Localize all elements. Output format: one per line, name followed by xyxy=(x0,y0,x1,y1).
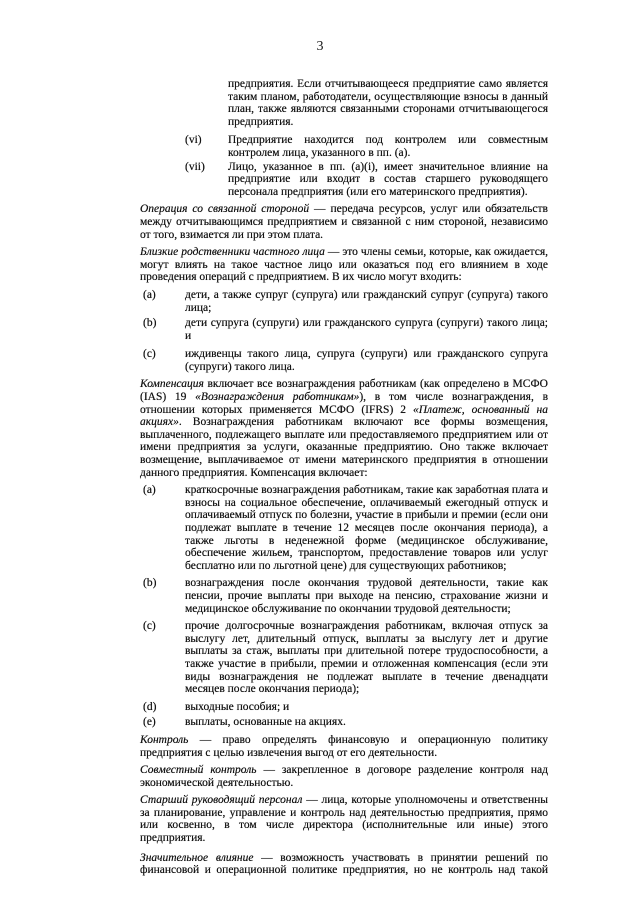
list-item xyxy=(140,701,548,714)
list-item xyxy=(140,289,548,314)
definition-text: — лица, которые уполномочены и ответственны за планирование, управление и контроль над деятельностью предприятия, прямо или косвенно, в том числе директора (исполнительные или иные) этого предприятия. xyxy=(140,794,548,845)
definition-control xyxy=(140,734,548,759)
list-item xyxy=(140,484,548,572)
list-item-vii xyxy=(185,161,548,199)
list-item-label: (vii) xyxy=(185,160,205,173)
list-item-text: выходные пособия; и xyxy=(185,700,290,713)
list-item xyxy=(140,716,548,729)
defined-term: Операция со связанной стороной xyxy=(140,203,310,216)
definition-key-management xyxy=(140,794,548,844)
definition-text: ), в том числе вознаграждения, в отношении которых применяется МСФО (IFRS) 2 xyxy=(140,391,548,416)
list-item xyxy=(140,577,548,615)
continuation-paragraph: предприятия. Если отчитывающееся предприятие само является таким планом, работодатели, осуществляющие взносы в данный план, также являются связанными сторонами отчитывающегося предприятия. xyxy=(228,78,548,128)
defined-term: Старший руководящий персонал xyxy=(140,794,303,807)
definition-text: включает все вознаграждения работникам (как определено в МСФО (IAS) 19 xyxy=(140,378,548,404)
defined-term: Значительное влияние xyxy=(140,851,254,864)
list-item-text: выплаты, основанные на акциях. xyxy=(185,716,346,729)
list-item-label: (b) xyxy=(143,317,157,330)
list-item-text: дети, а также супруг (супруга) или гражданский супруг (супруга) такого лица; xyxy=(185,288,548,314)
list-item-text: Предприятие находится под контролем или совместным контролем лица, указанного в пп. (a). xyxy=(228,134,548,159)
standard-title: «Вознаграждения работникам» xyxy=(195,391,360,404)
definition-compensation xyxy=(140,378,548,479)
definition-text: — передача ресурсов, услуг или обязательств между отчитывающимся предприятием и связанной с ним стороной, независимо от того, взимается ли при этом плата. xyxy=(140,203,548,241)
list-item-text: краткосрочные вознаграждения работникам, такие как заработная плата и взносы на социальное обеспечение, оплачиваемый ежегодный отпуск и оплачиваемый отпуск по болезни, участие в прибыли и премии (если они подлежат выплате в течение 12 месяцев после окончания периода), а также льготы в неденежной форме (медицинское обслуживание, обеспечение жильем, транспортом, предоставление товаров или услуг бесплатно или по льготной цене) для существующих работников; xyxy=(185,484,548,572)
definition-close-family xyxy=(140,246,548,284)
list-item-text: иждивенцы такого лица, супруга (супруги) или гражданского супруга (супруги) такого лица. xyxy=(185,348,548,373)
list-item xyxy=(140,620,548,696)
list-item-label: (c) xyxy=(143,348,156,361)
definition-text: . Вознаграждения работникам включают все формы возмещения, выплаченного, подлежащего выплате или предоставляемого предприятием или от имени предприятия за услуги, оказанные предприятию. Оно также включает возмещение, выплачиваемое от имени материнского предприятия в отношении данного предприятия. Компенсация включает: xyxy=(140,416,548,479)
page-number: 3 xyxy=(316,39,324,54)
list-item xyxy=(140,348,548,373)
definition-text: — это члены семьи, которые, как ожидается, могут влиять на такое частное лицо или оказаться под его влиянием в ходе проведения операций с предприятием. В их число могут входить: xyxy=(140,246,548,284)
definition-text: — право определять финансовую и операционную политику предприятия с целью извлечения выгод от его деятельности. xyxy=(140,733,548,759)
list-item-vi xyxy=(185,134,548,159)
definition-text: — возможность участвовать в принятии решений по финансовой и операционной политике предприятия, но не контроль над такой xyxy=(140,851,548,877)
standard-title: «Платеж, основанный на акциях» xyxy=(140,403,549,429)
list-item xyxy=(140,317,548,342)
list-item-label: (d) xyxy=(143,700,157,713)
list-item-label: (a) xyxy=(143,288,156,301)
list-item-label: (b) xyxy=(143,577,157,590)
definition-joint-control xyxy=(140,764,548,789)
defined-term: Близкие родственники частного лица xyxy=(140,246,325,259)
definition-related-party-transaction xyxy=(140,203,548,241)
list-item-label: (a) xyxy=(143,484,156,497)
definition-text: — закрепленное в договоре разделение контроля над экономической деятельностью. xyxy=(140,764,548,789)
list-item-text: вознаграждения после окончания трудовой деятельности, такие как пенсии, прочие выплаты при выходе на пенсию, страхование жизни и медицинское обслуживание по окончании трудовой деятельности; xyxy=(185,577,548,615)
page-body xyxy=(140,78,548,877)
list-item-label: (vi) xyxy=(185,134,202,147)
list-item-label: (e) xyxy=(143,716,156,729)
defined-term: Контроль xyxy=(140,733,189,746)
list-item-text: прочие долгосрочные вознаграждения работникам, включая отпуск за выслугу лет, длительный отпуск, выплаты за выслугу лет и другие выплаты за стаж, выплаты при длительной потере трудоспособности, а также участие в прибыли, премии и отложенная компенсация (если эти виды вознаграждения не подлежат выплате в течение двенадцати месяцев после окончания периода); xyxy=(185,620,548,696)
list-item-label: (c) xyxy=(143,620,156,633)
list-item-text: дети супруга (супруги) или гражданского супруга (супруги) такого лица; и xyxy=(185,317,548,342)
defined-term: Компенсация xyxy=(140,378,204,391)
definition-significant-influence xyxy=(140,852,548,877)
defined-term: Совместный контроль xyxy=(140,764,257,777)
list-item-text: Лицо, указанное в пп. (a)(i), имеет значительное влияние на предприятие или входит в состав старшего руководящего персонала предприятия (или его материнского предприятия). xyxy=(228,160,548,198)
